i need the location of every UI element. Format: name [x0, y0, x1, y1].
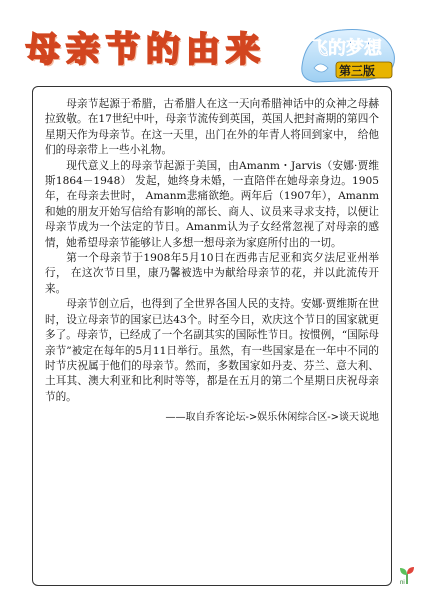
page-title: 母亲节的由来: [26, 30, 266, 70]
sprout-icon: [398, 565, 416, 585]
logo-title-text: 飞的梦想: [310, 38, 382, 58]
logo-edition-text: 第三版: [339, 64, 376, 78]
article-paragraph: 母亲节创立后，也得到了全世界各国人民的支持。安娜·贾维斯在世时，设立母亲节的国家已达43个。时至今日，欢庆这个节日的国家就更多了。母亲节，已经成了一个名副其实的国际性节日。按惯例，“国际母亲节”被定在每年的5月11日举行。虽然，有一些国家是在一年中不同的时节庆祝属于他们的母亲节。然而，多数国家如丹麦、芬兰、意大利、土耳其、澳大利亚和比利时等等，都是在五月的第二个星期日庆祝母亲节的。: [45, 298, 379, 403]
article-paragraph: 母亲节起源于希腊，古希腊人在这一天向希腊神话中的众神之母赫拉致敬。在17世纪中叶，母亲节流传到英国，英国人把封斋期的第四个星期天作为母亲节。在这一天里，出门在外的年青人将回到家中， 给他们的母亲带上一些小礼物。: [45, 98, 379, 157]
article-paragraph: 第一个母亲节于1908年5月10日在西弗吉尼亚和宾夕法尼亚州举行， 在这次节日里，康乃馨被选中为献给母亲节的花，并以此流传开来。: [45, 252, 379, 295]
svg-text:ni: ni: [400, 580, 405, 585]
fei-de-mengxiang-logo: [296, 24, 398, 86]
article-source: ——取自乔客论坛->娱乐休闲综合区->谈天说地: [165, 412, 379, 424]
article-paragraph: 现代意义上的母亲节起源于美国，由Amanm・Jarvis（安娜·贾维斯1864－1948） 发起，她终身未婚，一直陪伴在她母亲身边。1905年，在母亲去世时， Amanm悲痛欲绝。两年后（1907年），Amanm和她的朋友开始写信给有影响的部长、商人、议员来寻求支持，以便让母亲节成为一个法定的节日。Amanm认为子女经常忽视了对母亲的感情，她希望母亲节能够让人多想一想母亲为家庭所付出的一切。: [45, 159, 379, 249]
article-box: [32, 86, 392, 586]
